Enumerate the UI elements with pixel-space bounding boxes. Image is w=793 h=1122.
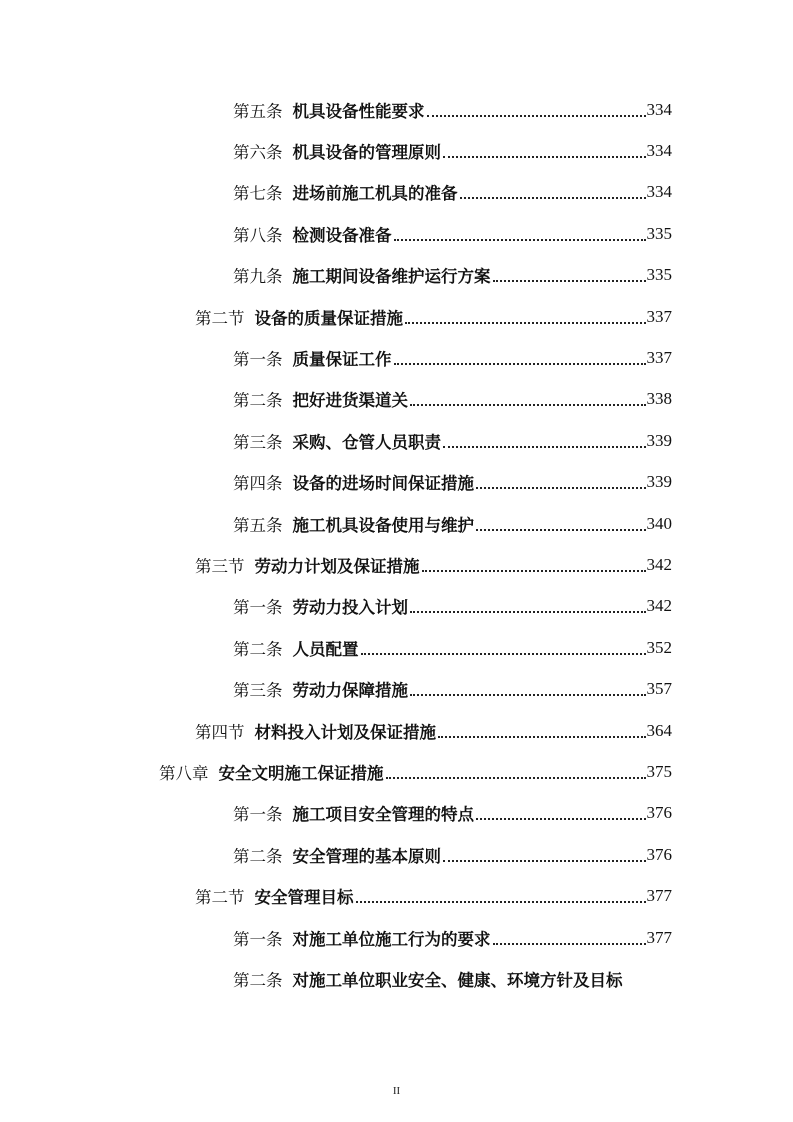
- toc-entry-page: 342: [646, 554, 672, 574]
- table-of-contents: [0, 89, 793, 1000]
- toc-entry-page: 335: [646, 223, 672, 243]
- toc-entry-number: 第三条: [233, 432, 283, 452]
- toc-entry[interactable]: [0, 379, 793, 420]
- toc-dot-leader: [422, 570, 646, 572]
- toc-entry-title: 安全文明施工保证措施: [218, 763, 384, 783]
- toc-entry-number: 第一条: [233, 929, 283, 949]
- toc-entry-page: 376: [646, 844, 672, 864]
- toc-entry-page: 364: [646, 720, 672, 740]
- toc-entry-number: 第二条: [233, 391, 283, 411]
- toc-entry-title: 劳动力保障措施: [292, 681, 408, 701]
- toc-dot-leader: [438, 736, 646, 738]
- toc-entry[interactable]: [0, 420, 793, 461]
- toc-dot-leader: [476, 818, 646, 820]
- toc-entry-page: 334: [646, 99, 672, 119]
- toc-entry-page: 339: [646, 472, 672, 492]
- toc-dot-leader: [394, 239, 646, 241]
- toc-entry-number: 第二条: [233, 970, 283, 990]
- toc-entry-title: 劳动力投入计划: [292, 598, 408, 618]
- toc-dot-leader: [476, 529, 646, 531]
- toc-entry-title: 机具设备性能要求: [292, 101, 425, 121]
- toc-entry-title: 机具设备的管理原则: [292, 143, 441, 163]
- toc-dot-leader: [493, 280, 646, 282]
- toc-entry-number: 第八章: [159, 763, 209, 783]
- toc-entry-page: 339: [646, 430, 672, 450]
- toc-entry-title: 采购、仓管人员职责: [292, 432, 441, 452]
- toc-entry-title: 施工期间设备维护运行方案: [292, 267, 491, 287]
- toc-entry-number: 第四节: [195, 722, 245, 742]
- toc-entry-title: 质量保证工作: [292, 350, 392, 370]
- toc-entry-title: 把好进货渠道关: [292, 391, 408, 411]
- toc-entry-title: 设备的质量保证措施: [254, 308, 403, 328]
- toc-entry-title: 安全管理的基本原则: [292, 846, 441, 866]
- toc-entry-page: 337: [646, 306, 672, 326]
- toc-entry[interactable]: [0, 503, 793, 544]
- toc-entry-number: 第八条: [233, 225, 283, 245]
- toc-entry-title: 施工项目安全管理的特点: [292, 805, 474, 825]
- toc-entry-number: 第一条: [233, 350, 283, 370]
- toc-entry-page: 342: [646, 596, 672, 616]
- toc-entry-title: 设备的进场时间保证措施: [292, 474, 474, 494]
- toc-entry[interactable]: [0, 875, 793, 916]
- toc-entry[interactable]: [0, 337, 793, 378]
- toc-entry-title: 对施工单位职业安全、健康、环境方针及目标: [292, 970, 623, 990]
- toc-entry[interactable]: [0, 296, 793, 337]
- toc-dot-leader: [361, 653, 646, 655]
- toc-entry-page: 377: [646, 927, 672, 947]
- toc-entry-number: 第五条: [233, 515, 283, 535]
- toc-entry-number: 第九条: [233, 267, 283, 287]
- toc-entry-number: 第二节: [195, 308, 245, 328]
- page-footer-number: II: [392, 1085, 401, 1097]
- toc-entry[interactable]: [0, 544, 793, 585]
- toc-entry-number: 第二条: [233, 846, 283, 866]
- toc-entry-page: 338: [646, 389, 672, 409]
- toc-entry[interactable]: [0, 793, 793, 834]
- toc-entry-number: 第三节: [195, 556, 245, 576]
- toc-entry-page: 376: [646, 803, 672, 823]
- toc-entry[interactable]: [0, 958, 793, 999]
- toc-entry[interactable]: [0, 130, 793, 171]
- toc-entry-number: 第二条: [233, 639, 283, 659]
- toc-entry[interactable]: [0, 751, 793, 792]
- toc-dot-leader: [427, 115, 646, 117]
- toc-entry[interactable]: [0, 834, 793, 875]
- toc-dot-leader: [460, 197, 646, 199]
- toc-entry[interactable]: [0, 917, 793, 958]
- toc-entry-page: 337: [646, 348, 672, 368]
- toc-entry[interactable]: [0, 462, 793, 503]
- toc-entry-number: 第一条: [233, 598, 283, 618]
- toc-entry-page: 334: [646, 182, 672, 202]
- toc-entry[interactable]: [0, 255, 793, 296]
- toc-entry-page: 377: [646, 886, 672, 906]
- toc-entry-page: 334: [646, 141, 672, 161]
- toc-dot-leader: [443, 446, 646, 448]
- toc-dot-leader: [410, 404, 646, 406]
- toc-entry[interactable]: [0, 213, 793, 254]
- toc-dot-leader: [386, 777, 646, 779]
- toc-entry-number: 第七条: [233, 184, 283, 204]
- toc-entry[interactable]: [0, 627, 793, 668]
- toc-entry-title: 检测设备准备: [292, 225, 392, 245]
- toc-entry-number: 第二节: [195, 888, 245, 908]
- toc-entry-title: 安全管理目标: [254, 888, 354, 908]
- toc-entry-title: 进场前施工机具的准备: [292, 184, 458, 204]
- toc-entry[interactable]: [0, 586, 793, 627]
- toc-entry-title: 人员配置: [292, 639, 359, 659]
- toc-entry-title: 劳动力计划及保证措施: [254, 556, 420, 576]
- toc-entry-page: 335: [646, 265, 672, 285]
- toc-entry-number: 第六条: [233, 143, 283, 163]
- toc-entry-title: 材料投入计划及保证措施: [254, 722, 436, 742]
- toc-dot-leader: [493, 943, 646, 945]
- toc-entry-page: 375: [646, 761, 672, 781]
- toc-dot-leader: [443, 156, 646, 158]
- toc-dot-leader: [410, 694, 646, 696]
- toc-entry-number: 第五条: [233, 101, 283, 121]
- toc-entry-page: 352: [646, 637, 672, 657]
- toc-entry-title: 施工机具设备使用与维护: [292, 515, 474, 535]
- toc-entry-page: 340: [646, 513, 672, 533]
- toc-dot-leader: [410, 611, 646, 613]
- toc-entry-number: 第三条: [233, 681, 283, 701]
- toc-entry-number: 第四条: [233, 474, 283, 494]
- toc-dot-leader: [356, 901, 646, 903]
- toc-entry-title: 对施工单位施工行为的要求: [292, 929, 491, 949]
- toc-entry-number: 第一条: [233, 805, 283, 825]
- toc-entry[interactable]: [0, 710, 793, 751]
- toc-dot-leader: [405, 322, 646, 324]
- toc-entry[interactable]: [0, 172, 793, 213]
- toc-entry-page: 357: [646, 679, 672, 699]
- toc-dot-leader: [476, 487, 646, 489]
- toc-dot-leader: [443, 860, 646, 862]
- toc-entry[interactable]: [0, 89, 793, 130]
- toc-dot-leader: [394, 363, 646, 365]
- toc-entry[interactable]: [0, 668, 793, 709]
